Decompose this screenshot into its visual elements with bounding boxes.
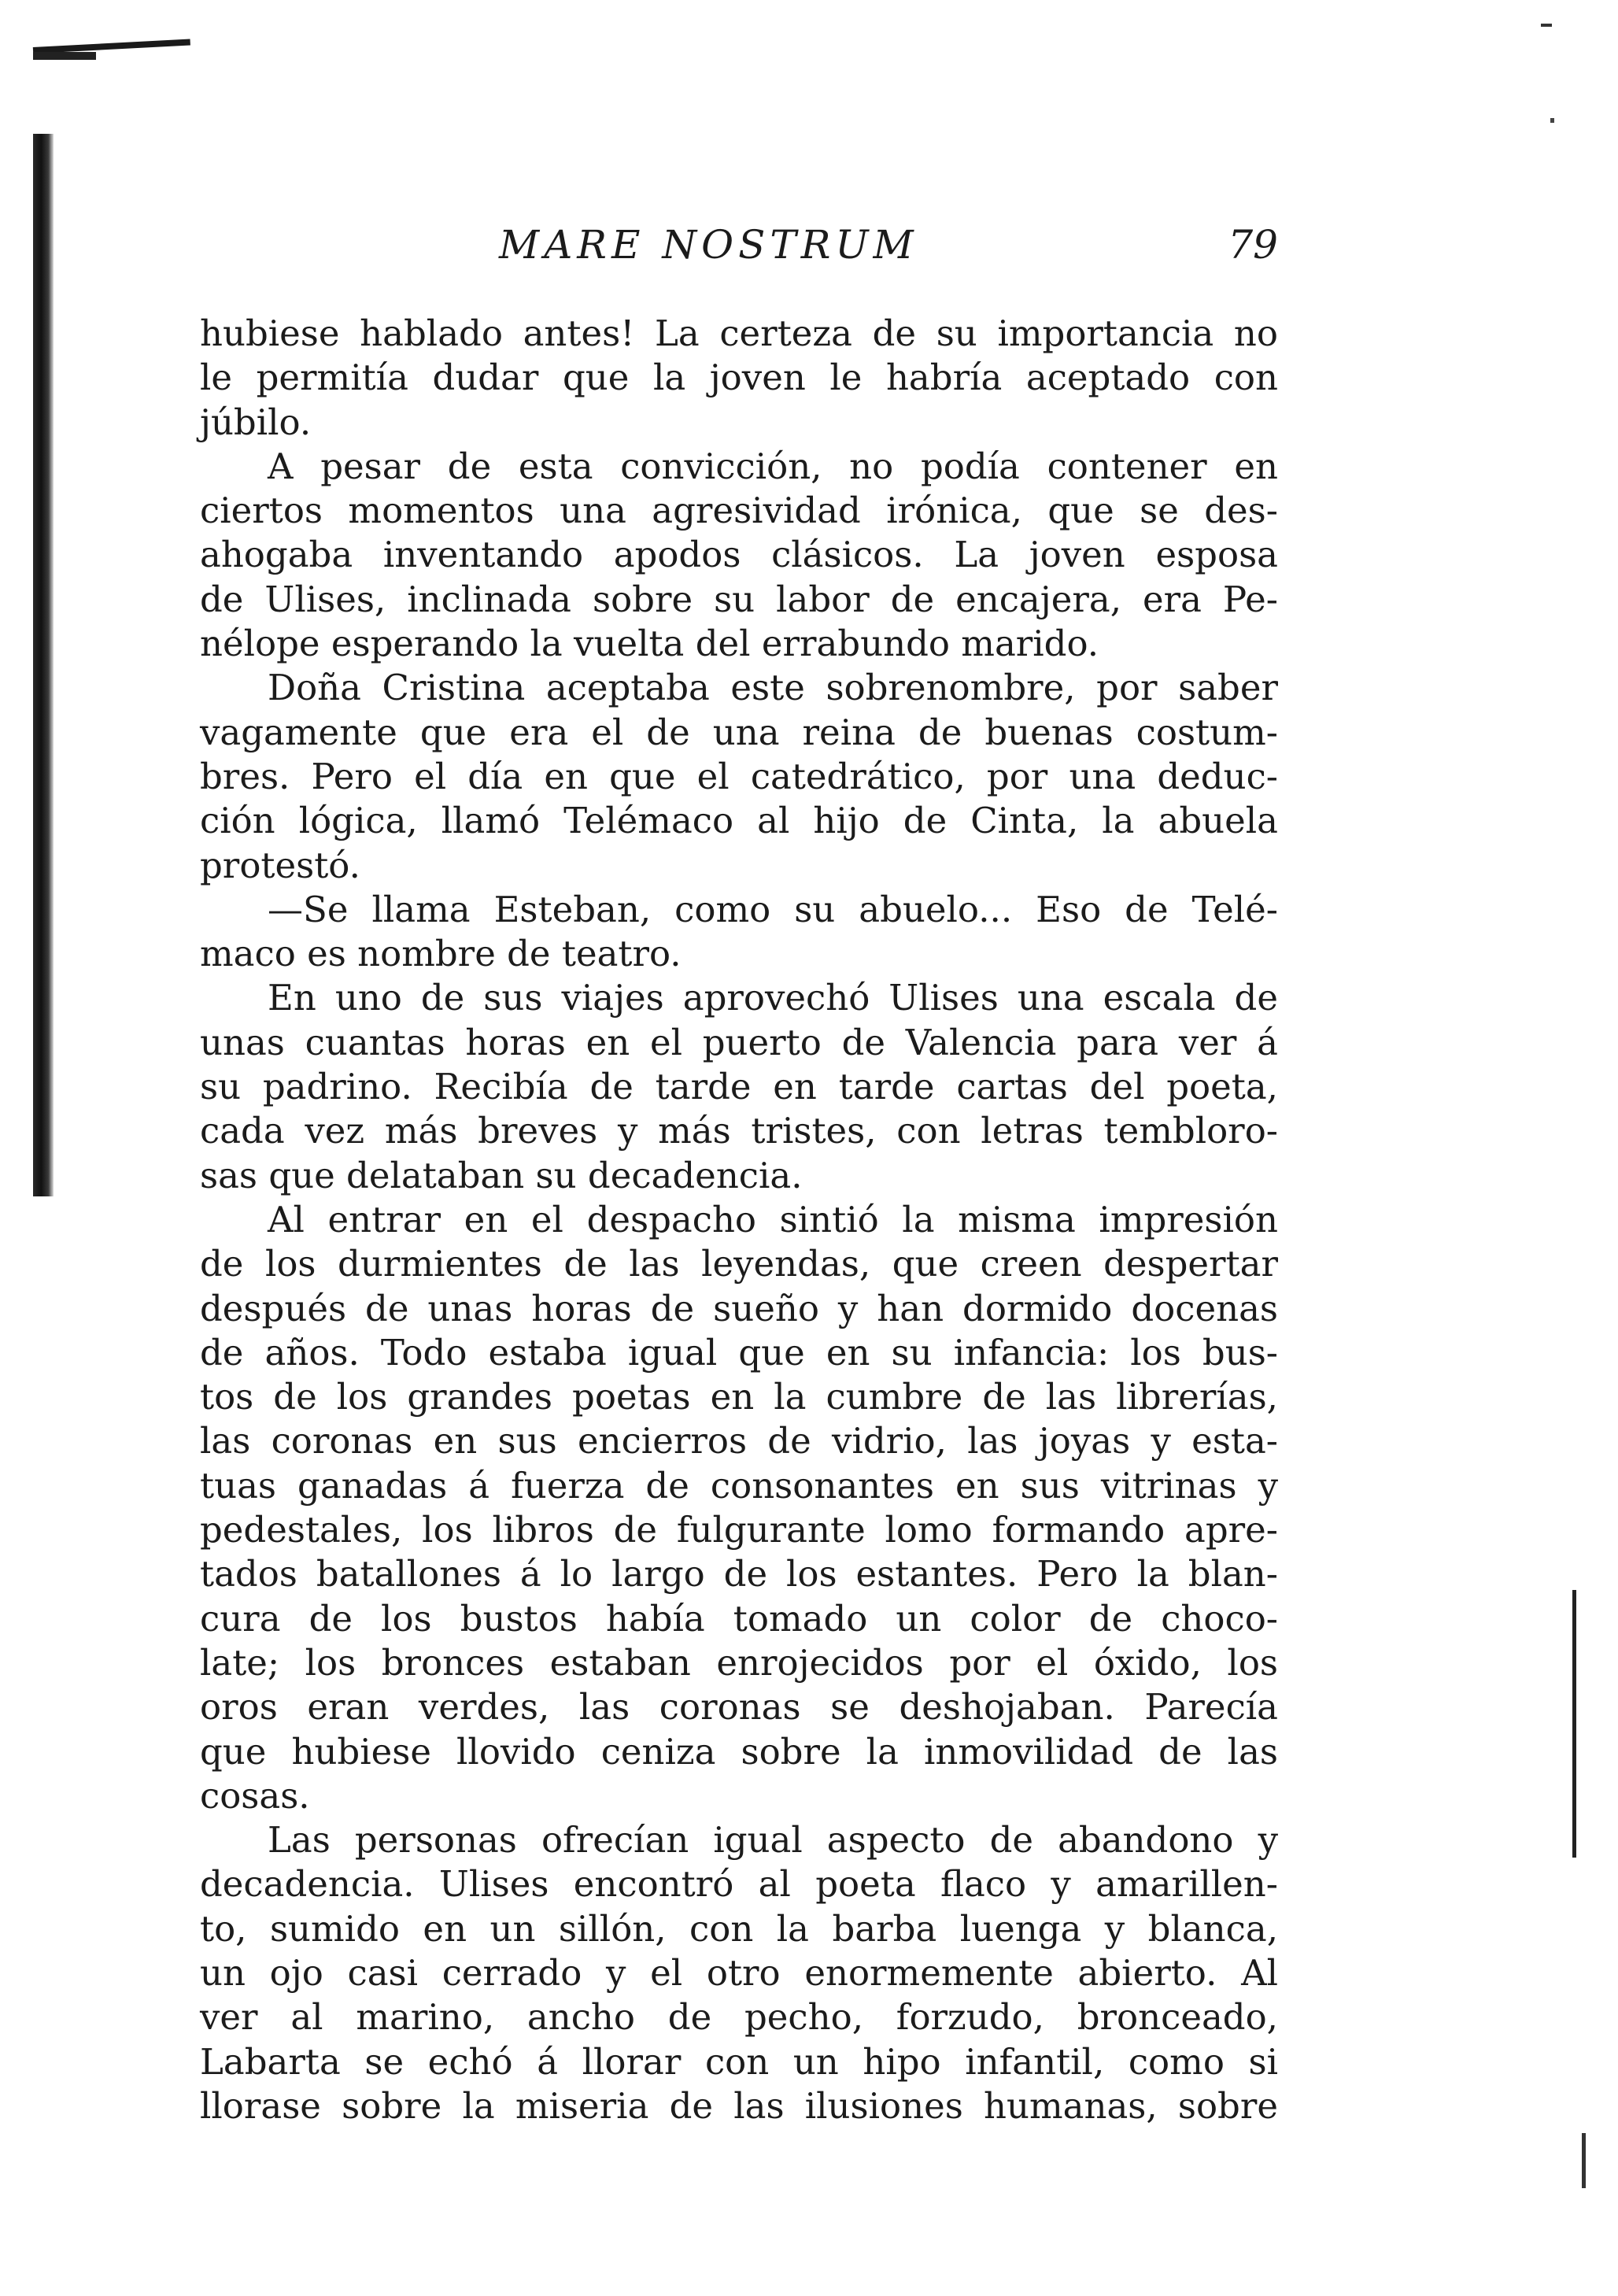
page-number: 79 <box>1228 222 1278 268</box>
text-line: después de unas horas de sueño y han dormido docenas <box>200 1287 1278 1329</box>
text-line: decadencia. Ulises encontró al poeta flaco y amarillen- <box>200 1863 1278 1906</box>
text-line: ver al marino, ancho de pecho, forzudo, bronceado, <box>200 1996 1278 2039</box>
scan-speck <box>1550 118 1554 123</box>
page-header <box>200 222 1278 272</box>
text-line: En uno de sus viajes aprovechó Ulises una escala de <box>268 977 1278 1019</box>
scan-edge-mark <box>33 52 96 60</box>
text-line: ciertos momentos una agresividad irónica, que se des- <box>200 490 1278 532</box>
text-line: —Se llama Esteban, como su abuelo... Eso de Telé- <box>268 888 1278 930</box>
text-line: maco es nombre de teatro. <box>200 933 682 975</box>
text-line: nélope esperando la vuelta del errabundo marido. <box>200 623 1099 665</box>
text-line: bres. Pero el día en que el catedrático, por una deduc- <box>200 755 1278 797</box>
text-line: un ojo casi cerrado y el otro enormemente abierto. Al <box>200 1951 1278 1994</box>
text-line: que hubiese llovido ceniza sobre la inmovilidad de las <box>200 1730 1278 1773</box>
text-line: hubiese hablado antes! La certeza de su importancia no <box>200 312 1278 354</box>
text-line: unas cuantas horas en el puerto de Valencia para ver á <box>200 1021 1278 1063</box>
scan-speck <box>1541 24 1552 27</box>
text-line: Al entrar en el despacho sintió la misma impresión <box>268 1198 1278 1240</box>
text-line: de Ulises, inclinada sobre su labor de encajera, era Pe- <box>200 578 1278 620</box>
text-line: cosas. <box>200 1774 310 1817</box>
text-line: de los durmientes de las leyendas, que creen despertar <box>200 1243 1278 1285</box>
text-line: Las personas ofrecían igual aspecto de abandono y <box>268 1819 1278 1862</box>
text-line: sas que delataban su decadencia. <box>200 1154 803 1196</box>
text-line: Labarta se echó á llorar con un hipo infantil, como si <box>200 2040 1278 2083</box>
body-text <box>200 312 1278 2128</box>
text-line: late; los bronces estaban enrojecidos por el óxido, los <box>200 1641 1278 1684</box>
text-line: vagamente que era el de una reina de buenas costum- <box>200 711 1278 753</box>
text-line: ción lógica, llamó Telémaco al hijo de Cinta, la abuela <box>200 800 1278 842</box>
text-line: protestó. <box>200 844 360 886</box>
text-line: tuas ganadas á fuerza de consonantes en sus vitrinas y <box>200 1464 1278 1507</box>
running-title: MARE NOSTRUM <box>499 222 918 268</box>
text-line: llorase sobre la miseria de las ilusiones humanas, sobre <box>200 2084 1278 2127</box>
text-line: ahogaba inventando apodos clásicos. La joven esposa <box>200 534 1278 576</box>
text-line: cura de los bustos había tomado un color de choco- <box>200 1597 1278 1640</box>
text-line: le permitía dudar que la joven le habría aceptado con <box>200 357 1278 399</box>
text-line: su padrino. Recibía de tarde en tarde cartas del poeta, <box>200 1066 1278 1108</box>
text-line: tos de los grandes poetas en la cumbre de las librerías, <box>200 1376 1278 1418</box>
text-line: cada vez más breves y más tristes, con letras temblоro- <box>200 1110 1278 1152</box>
text-line: Doña Cristina aceptaba este sobrenombre, por saber <box>268 667 1278 709</box>
text-line: las coronas en sus encierros de vidrio, las joyas y esta- <box>200 1420 1278 1462</box>
text-line: júbilo. <box>200 401 312 443</box>
scan-edge-mark <box>1582 2133 1586 2188</box>
text-line: oros eran verdes, las coronas se deshojaban. Parecía <box>200 1686 1278 1728</box>
binding-shadow <box>33 134 54 1196</box>
text-line: to, sumido en un sillón, con la barba luenga y blanca, <box>200 1907 1278 1950</box>
scan-edge-mark <box>1572 1590 1576 1858</box>
text-line: de años. Todo estaba igual que en su infancia: los bus- <box>200 1331 1278 1374</box>
text-line: pedestales, los libros de fulgurante lomo formando apre- <box>200 1509 1278 1551</box>
text-line: tados batallones á lo largo de los estantes. Pero la blan- <box>200 1553 1278 1595</box>
text-line: A pesar de esta convicción, no podía contener en <box>268 445 1278 487</box>
